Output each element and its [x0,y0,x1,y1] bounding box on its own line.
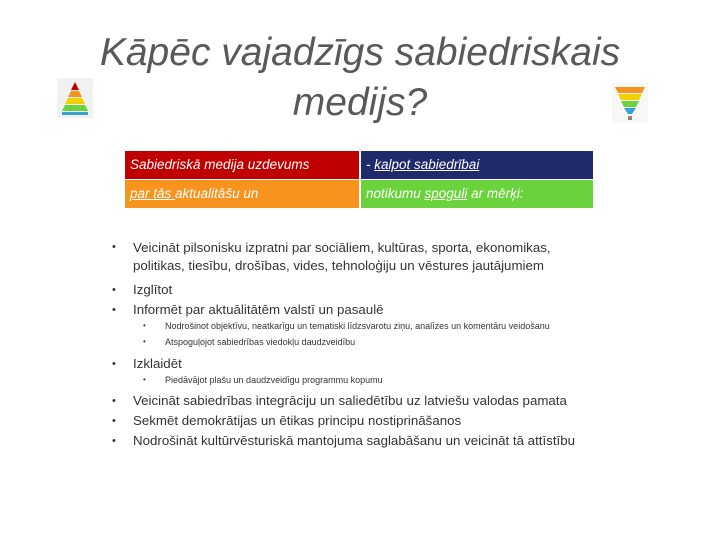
banner-aktualitasu: aktualitāšu un [175,186,259,201]
bullet-dot: • [112,395,116,407]
slide-title [60,28,660,128]
banner-mirror-right [361,180,593,208]
sub-bullet-dot: • [143,375,146,384]
bullet-democracy: Sekmēt demokrātijas un ētikas principu nostiprināšanos [133,413,462,428]
banner-row-1 [125,151,593,179]
bullet-dot: • [112,241,116,253]
bullet-inform: Informēt par aktuālitātēm valstī un pasaulē [133,302,384,317]
banner-row-2 [125,180,593,208]
title-line-1: Kāpēc vajadzīgs sabiedriskais [99,31,621,74]
banner-spoguli: spoguli [424,186,468,201]
banner-task-label: Sabiedriskā medija uzdevums [125,151,359,179]
banner-serve-society [361,151,593,179]
bullet-entertain: Izklaidēt [133,356,182,371]
banner-notikumu: notikumu [366,186,425,201]
banner-serve-text: kalpot sabiedrībai [374,157,480,172]
banner-par-tas: par tās [130,186,176,201]
bullet-civic-line-1: Veicināt pilsonisku izpratni par sociāliem, kultūras, sporta, ekonomikas, [133,240,551,255]
pyramid-icon [57,78,93,118]
bullet-dot: • [112,435,116,447]
bullet-integration: Veicināt sabiedrības integrāciju un saliedētību uz latviešu valodas pamata [133,393,567,408]
sub-bullet-dot: • [143,321,146,330]
sub-bullet-objective-news: Nodrošinot objektīvu, neatkarīgu un tematiski līdzsvarotu ziņu, analīzes un komentāru veidošanu [165,321,550,331]
bullet-dot: • [112,415,116,427]
sub-bullet-dot: • [143,337,146,346]
bullet-civic-line-2: politikas, tiesību, drošības, vides, tehnoloģiju un vēstures jautājumiem [133,258,544,273]
bullet-dot: • [112,284,116,296]
banner-dash: - [366,157,375,172]
bullet-dot: • [112,304,116,316]
banner-merki: ar mērķi: [467,186,524,201]
bullet-dot: • [112,358,116,370]
banner-mirror-left [125,180,359,208]
bullet-educate: Izglītot [133,282,173,297]
bullet-heritage: Nodrošināt kultūrvēsturiskā mantojuma saglabāšanu un veicināt tā attīstību [133,433,575,448]
title-line-2: medijs? [292,81,428,124]
sub-bullet-diversity: Atspoguļojot sabiedrības viedokļu daudzveidību [165,337,356,347]
inverted-pyramid-icon [612,83,648,123]
sub-bullet-program: Piedāvājot plašu un daudzveidīgu programmu kopumu [165,375,383,385]
